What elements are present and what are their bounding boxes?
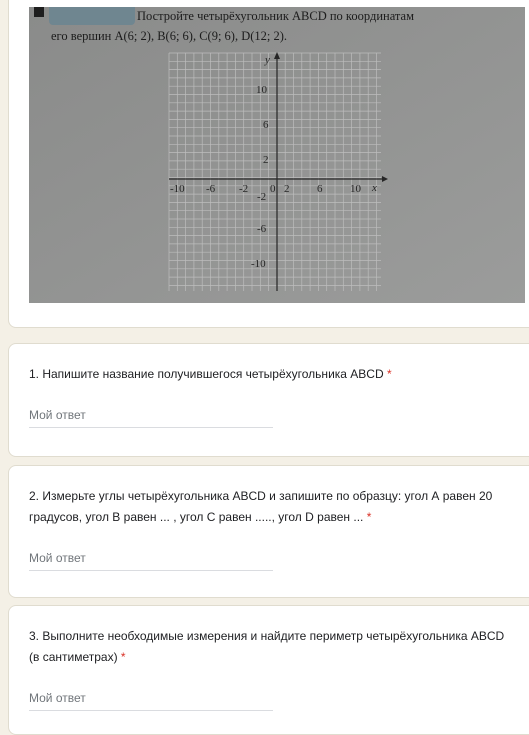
question-card-3 xyxy=(8,605,529,735)
x-tick-minus-6: -6 xyxy=(206,183,216,195)
answer-underline-2 xyxy=(29,570,273,571)
task-photo-svg xyxy=(29,7,525,303)
bullet-mark xyxy=(34,7,44,17)
question-2-text: 2. Измерьте углы четырёхугольника ABCD и запишите по образцу: угол А равен 20 градусов, угол В равен ... , угол С равен ....., угол D равен ... xyxy=(29,489,493,524)
y-tick-2: 2 xyxy=(263,154,269,166)
question-2-title xyxy=(29,486,513,528)
answer-field-1[interactable]: Мой ответ xyxy=(29,408,86,422)
blur-patch xyxy=(49,7,135,25)
task-line-2: его вершин A(6; 2), B(6; 6), C(9; 6), D(12; 2). xyxy=(51,29,288,43)
x-tick-minus-10: -10 xyxy=(170,183,185,195)
x-axis-label: x xyxy=(372,182,377,194)
answer-field-2[interactable]: Мой ответ xyxy=(29,551,86,565)
question-3-title xyxy=(29,626,513,668)
y-tick-minus-2: -2 xyxy=(257,191,267,203)
y-tick-6: 6 xyxy=(263,119,269,131)
x-tick-2: 2 xyxy=(284,183,290,195)
question-1-title xyxy=(29,364,513,385)
task-photo xyxy=(29,7,525,303)
x-tick-0: 0 xyxy=(270,183,276,195)
question-1-text: 1. Напишите название получившегося четырёхугольника ABCD xyxy=(29,367,384,381)
answer-field-3[interactable]: Мой ответ xyxy=(29,691,86,705)
x-tick-6: 6 xyxy=(317,183,323,195)
task-line-1: Постройте четырёхугольник ABCD по координатам xyxy=(137,9,414,23)
y-tick-minus-6: -6 xyxy=(257,223,267,235)
answer-underline-1 xyxy=(29,427,273,428)
image-card xyxy=(8,0,529,328)
y-tick-minus-10: -10 xyxy=(251,258,266,270)
x-tick-10: 10 xyxy=(350,183,361,195)
required-mark: * xyxy=(366,510,372,524)
question-card-2 xyxy=(8,465,529,598)
answer-underline-3 xyxy=(29,710,273,711)
required-mark: * xyxy=(120,650,126,664)
y-tick-10: 10 xyxy=(256,84,267,96)
question-3-text: 3. Выполните необходимые измерения и найдите периметр четырёхугольника ABCD (в сантиметрах) xyxy=(29,629,505,664)
x-tick-minus-2: -2 xyxy=(239,183,249,195)
y-axis-label: y xyxy=(265,54,270,66)
question-card-1 xyxy=(8,343,529,457)
required-mark: * xyxy=(386,367,392,381)
